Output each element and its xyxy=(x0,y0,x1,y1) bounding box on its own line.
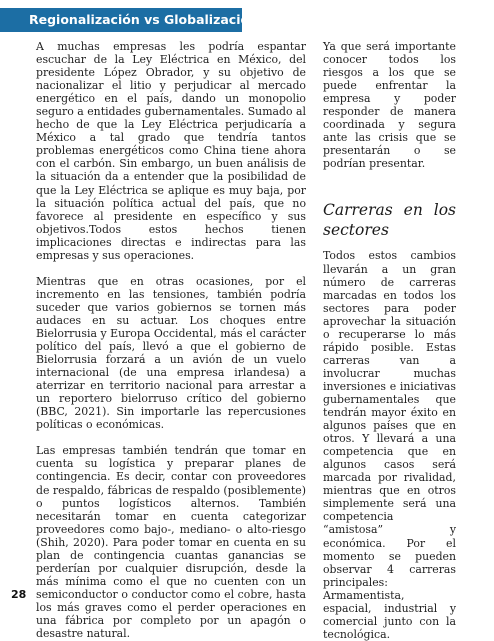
section-header-bar xyxy=(0,8,258,32)
heading-line-2: sectores xyxy=(323,221,389,240)
paragraph-contingencia: Las empresas también tendrán que tomar en cuenta su logística y preparar planes de contingencia. Es decir, contar con proveedores de respaldo, fábricas de respaldo (posiblemente) o puntos logísticos alternos. También necesitarán tomar en cuenta categorizar proveedores como bajo-, mediano- o alto-riesgo (Shih, 2020). Para poder tomar en cuenta en su plan de contingencia cuantas ganancias se perderían por cualquier disrupción, desde la más mínima como el que no cuenten con un semiconductor o conductor como el cobre, hasta los más graves como el perder operaciones en una fábrica por completo por un apagón o desastre natural. xyxy=(36,444,307,641)
left-column xyxy=(36,40,306,640)
right-column xyxy=(323,40,456,641)
paragraph-riesgos: Ya que será importante conocer todos los riesgos a los que se puede enfrentar la empresa y poder responder de manera coordinada y segura ante las crisis que se presentarán o se podrían presentar. xyxy=(323,40,456,171)
paragraph-bielorrusia: Mientras que en otras ocasiones, por el incremento en las tensiones, también podría suceder que varios gobiernos se tornen más audaces en su actuar. Los choques entre Bielorrusia y Europa Occidental, más el carácter político del país, llevó a que el gobierno de Bielorrusia forzará a un avión de un vuelo internacional (de una empresa irlandesa) a aterrizar en territorio nacional para arrestar a un reportero bielorruso crítico del gobierno (BBC, 2021). Sin importarle las repercusiones políticas o económicas. xyxy=(36,274,306,432)
heading-line-1: Carreras en los xyxy=(323,201,456,220)
page-number: 28 xyxy=(11,588,27,601)
section-title: Regionalización vs Globalización xyxy=(29,12,258,27)
section-heading-carreras xyxy=(323,200,456,240)
paragraph-ley-electrica: A muchas empresas les podría espantar escuchar de la Ley Eléctrica en México, del presidente López Obrador, y su objetivo de nacionalizar el litio y perjudicar al mercado energético en el país, dando un monopolio seguro a entidades gubernamentales. Sumado al hecho de que la Ley Eléctrica perjudicaría a México a tal grado que tendría tantos problemas energéticos como China tiene ahora con el carbón. Sin embargo, un buen análisis de la situación da a entender que la posibilidad de que la Ley Eléctrica se aplique es muy baja, por la situación política actual del país, que no favorece al presidente en específico y sus objetivos.Todos estos hechos tienen implicaciones directas e indirectas para las empresas y sus operaciones. xyxy=(36,40,306,262)
paragraph-carreras: Todos estos cambios llevarán a un gran número de carreras marcadas en todos los sectores para poder aprovechar la situación o recuperarse lo más rápido posible. Estas carreras van a involucrar muchas inversiones e iniciativas gubernamentales que tendrán mayor éxito en algunos países que en otros. Y llevará a una competencia que en algunos casos será marcada por rivalidad, mientras que en otros simplemente será una competencia “amistosa” y económica. Por el momento se pueden observar 4 carreras principales: Armamentista, espacial, industrial y comercial junto con la tecnológica. xyxy=(323,249,456,641)
